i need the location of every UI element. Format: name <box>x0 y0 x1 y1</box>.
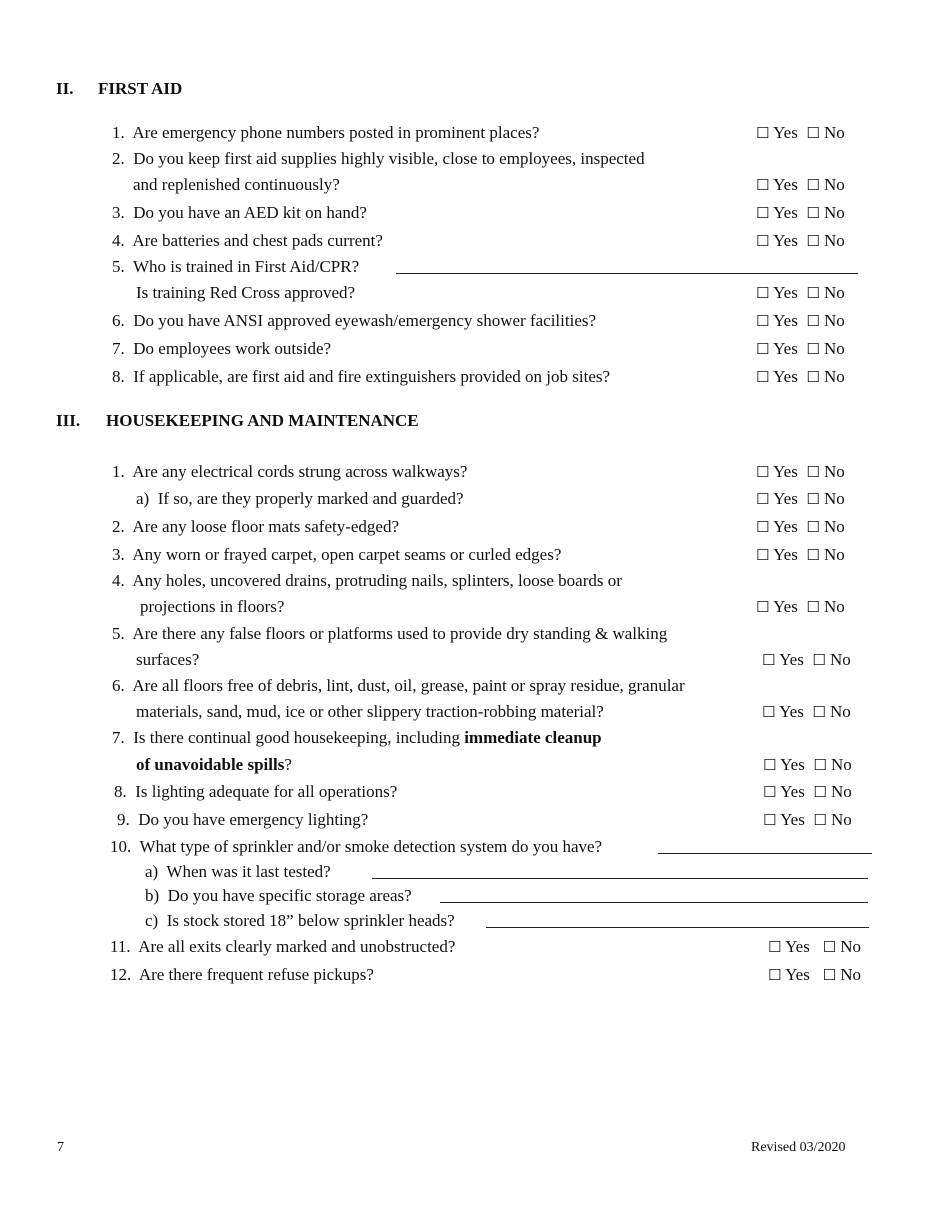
section-number-first-aid: II. <box>56 79 74 98</box>
yes-no-fa-8: ☐ Yes ☐ No <box>756 367 845 386</box>
no-checkbox[interactable]: ☐ <box>806 463 820 481</box>
no-checkbox[interactable]: ☐ <box>822 938 837 956</box>
yes-checkbox[interactable]: ☐ <box>762 651 776 669</box>
no-checkbox[interactable]: ☐ <box>806 598 820 616</box>
yes-no-hk-8: ☐ Yes ☐ No <box>763 782 852 801</box>
yes-no-fa-6: ☐ Yes ☐ No <box>756 311 845 330</box>
yes-no-hk-1a: ☐ Yes ☐ No <box>756 489 845 508</box>
yes-no-hk-1: ☐ Yes ☐ No <box>756 462 845 481</box>
yes-no-fa-7: ☐ Yes ☐ No <box>756 339 845 358</box>
question-fa-5-cont: Is training Red Cross approved? <box>136 283 356 302</box>
answer-line-storage-areas[interactable] <box>440 888 868 903</box>
question-hk-10a: a) When was it last tested? <box>145 862 331 881</box>
no-checkbox[interactable]: ☐ <box>813 811 827 829</box>
yes-checkbox[interactable]: ☐ <box>756 176 770 194</box>
no-checkbox[interactable]: ☐ <box>822 966 837 984</box>
question-hk-6-cont: materials, sand, mud, ice or other slippery traction-robbing material? <box>136 702 604 721</box>
yes-checkbox[interactable]: ☐ <box>756 463 770 481</box>
no-checkbox[interactable]: ☐ <box>806 368 820 386</box>
section-title-housekeeping: HOUSEKEEPING AND MAINTENANCE <box>106 411 419 430</box>
question-hk-10: 10. What type of sprinkler and/or smoke detection system do you have? <box>110 837 603 856</box>
question-hk-4-cont: projections in floors? <box>140 597 285 616</box>
yes-checkbox[interactable]: ☐ <box>756 546 770 564</box>
yes-checkbox[interactable]: ☐ <box>762 703 776 721</box>
question-fa-2-cont: and replenished continuously? <box>133 175 340 194</box>
yes-no-hk-12: ☐ Yes ☐ No <box>768 965 862 984</box>
yes-checkbox[interactable]: ☐ <box>756 490 770 508</box>
page-number: 7 <box>57 1140 64 1155</box>
yes-no-fa-2: ☐ Yes ☐ No <box>756 175 845 194</box>
yes-checkbox[interactable]: ☐ <box>768 966 782 984</box>
yes-no-fa-4: ☐ Yes ☐ No <box>756 231 845 250</box>
answer-line-sprinkler-type[interactable] <box>658 839 872 854</box>
yes-no-hk-7: ☐ Yes ☐ No <box>763 755 852 774</box>
answer-line-last-tested[interactable] <box>372 864 868 879</box>
no-checkbox[interactable]: ☐ <box>806 340 820 358</box>
yes-no-hk-3: ☐ Yes ☐ No <box>756 545 845 564</box>
question-hk-11: 11. Are all exits clearly marked and unobstructed? <box>110 937 456 956</box>
question-hk-7: 7. Is there continual good housekeeping, including immediate cleanup <box>112 728 602 747</box>
yes-checkbox[interactable]: ☐ <box>768 938 782 956</box>
question-hk-9: 9. Do you have emergency lighting? <box>117 810 369 829</box>
yes-no-hk-11: ☐ Yes ☐ No <box>768 937 862 956</box>
yes-checkbox[interactable]: ☐ <box>756 284 770 302</box>
question-hk-10c: c) Is stock stored 18” below sprinkler heads? <box>145 911 455 930</box>
yes-checkbox[interactable]: ☐ <box>756 124 770 142</box>
answer-line-stock-stored[interactable] <box>486 913 869 928</box>
question-fa-8: 8. If applicable, are first aid and fire extinguishers provided on job sites? <box>112 367 611 386</box>
question-hk-1a: a) If so, are they properly marked and guarded? <box>136 489 464 508</box>
no-checkbox[interactable]: ☐ <box>806 546 820 564</box>
question-hk-2: 2. Are any loose floor mats safety-edged? <box>112 517 400 536</box>
question-hk-10b: b) Do you have specific storage areas? <box>145 886 412 905</box>
yes-checkbox[interactable]: ☐ <box>756 204 770 222</box>
no-checkbox[interactable]: ☐ <box>813 783 827 801</box>
question-fa-6: 6. Do you have ANSI approved eyewash/emergency shower facilities? <box>112 311 597 330</box>
yes-no-hk-4: ☐ Yes ☐ No <box>756 597 845 616</box>
yes-checkbox[interactable]: ☐ <box>756 368 770 386</box>
question-fa-2: 2. Do you keep first aid supplies highly visible, close to employees, inspected <box>112 149 645 168</box>
yes-checkbox[interactable]: ☐ <box>763 783 777 801</box>
question-hk-3: 3. Any worn or frayed carpet, open carpet seams or curled edges? <box>112 545 562 564</box>
section-title-first-aid: FIRST AID <box>98 79 183 98</box>
question-hk-4: 4. Any holes, uncovered drains, protruding nails, splinters, loose boards or <box>112 571 622 590</box>
question-hk-5-cont: surfaces? <box>136 650 200 669</box>
no-checkbox[interactable]: ☐ <box>813 756 827 774</box>
no-checkbox[interactable]: ☐ <box>806 124 820 142</box>
no-checkbox[interactable]: ☐ <box>806 490 820 508</box>
no-checkbox[interactable]: ☐ <box>806 284 820 302</box>
yes-checkbox[interactable]: ☐ <box>763 756 777 774</box>
yes-no-fa-3: ☐ Yes ☐ No <box>756 203 845 222</box>
no-checkbox[interactable]: ☐ <box>806 312 820 330</box>
yes-checkbox[interactable]: ☐ <box>756 312 770 330</box>
yes-checkbox[interactable]: ☐ <box>756 340 770 358</box>
yes-no-fa-1: ☐ Yes ☐ No <box>756 123 845 142</box>
question-hk-12: 12. Are there frequent refuse pickups? <box>110 965 374 984</box>
yes-checkbox[interactable]: ☐ <box>756 598 770 616</box>
question-fa-7: 7. Do employees work outside? <box>112 339 332 358</box>
question-hk-5: 5. Are there any false floors or platforms used to provide dry standing & walking <box>112 624 668 643</box>
question-fa-4: 4. Are batteries and chest pads current? <box>112 231 383 250</box>
no-checkbox[interactable]: ☐ <box>806 204 820 222</box>
no-checkbox[interactable]: ☐ <box>806 176 820 194</box>
no-checkbox[interactable]: ☐ <box>806 232 820 250</box>
yes-checkbox[interactable]: ☐ <box>756 232 770 250</box>
question-fa-3: 3. Do you have an AED kit on hand? <box>112 203 367 222</box>
yes-no-hk-6: ☐ Yes ☐ No <box>762 702 851 721</box>
question-hk-8: 8. Is lighting adequate for all operations? <box>114 782 398 801</box>
no-checkbox[interactable]: ☐ <box>812 651 826 669</box>
yes-no-fa-5: ☐ Yes ☐ No <box>756 283 845 302</box>
question-fa-1: 1. Are emergency phone numbers posted in prominent places? <box>112 123 540 142</box>
no-checkbox[interactable]: ☐ <box>806 518 820 536</box>
yes-checkbox[interactable]: ☐ <box>756 518 770 536</box>
section-number-housekeeping: III. <box>56 411 81 430</box>
answer-line-first-aid-trained[interactable] <box>396 259 858 274</box>
question-fa-5: 5. Who is trained in First Aid/CPR? <box>112 257 360 276</box>
yes-no-hk-9: ☐ Yes ☐ No <box>763 810 852 829</box>
yes-no-hk-2: ☐ Yes ☐ No <box>756 517 845 536</box>
yes-no-hk-5: ☐ Yes ☐ No <box>762 650 851 669</box>
question-hk-7-cont: of unavoidable spills? <box>136 755 292 774</box>
question-hk-1: 1. Are any electrical cords strung across walkways? <box>112 462 468 481</box>
no-checkbox[interactable]: ☐ <box>812 703 826 721</box>
question-hk-6: 6. Are all floors free of debris, lint, dust, oil, grease, paint or spray residue, granular <box>112 676 685 695</box>
revision-date: Revised 03/2020 <box>751 1140 846 1155</box>
yes-checkbox[interactable]: ☐ <box>763 811 777 829</box>
